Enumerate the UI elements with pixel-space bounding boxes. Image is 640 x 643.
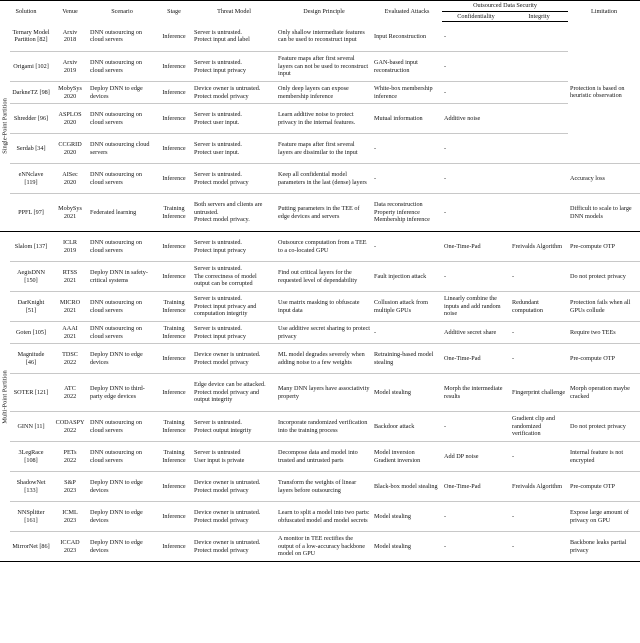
single-point-partition-label xyxy=(0,22,10,232)
cell-integrity: - xyxy=(510,344,568,374)
cell-stage: Inference xyxy=(156,472,192,502)
cell-design-principle: Feature maps after first several layers can not be used to reconstruct input xyxy=(276,52,372,82)
table-row xyxy=(0,232,640,262)
cell-design-principle: A monitor in TEE rectifies the output of a low-accuracy backbone model on GPU xyxy=(276,532,372,562)
cell-confidentiality: - xyxy=(442,262,510,292)
cell-integrity xyxy=(510,22,568,52)
cell-design-principle: Find out critical layers for the requested level of dependability xyxy=(276,262,372,292)
cell-scenario: DNN outsourcing on cloud servers xyxy=(88,22,156,52)
cell-solution: NNSplitter [161] xyxy=(10,502,52,532)
table-row xyxy=(0,532,640,562)
cell-venue: CODASPY 2022 xyxy=(52,412,88,442)
cell-evaluated-attacks: Fault injection attack xyxy=(372,262,442,292)
cell-threat-model: Server is untrusted. Protect input privacy and computation integrity xyxy=(192,292,276,322)
cell-stage: Inference xyxy=(156,164,192,194)
cell-integrity xyxy=(510,52,568,82)
cell-scenario: Deploy DNN in safety-critical systems xyxy=(88,262,156,292)
cell-scenario: DNN outsourcing on cloud servers xyxy=(88,52,156,82)
cell-evaluated-attacks: Model stealing xyxy=(372,502,442,532)
cell-confidentiality: Linearly combine the inputs and add random noise xyxy=(442,292,510,322)
cell-design-principle: Many DNN layers have associativity property xyxy=(276,374,372,412)
cell-evaluated-attacks: - xyxy=(372,164,442,194)
header-confidentiality: Confidentiality xyxy=(442,12,510,22)
cell-confidentiality: - xyxy=(442,532,510,562)
cell-limitation: Do not protect privacy xyxy=(568,412,640,442)
cell-evaluated-attacks: Backdoor attack xyxy=(372,412,442,442)
cell-evaluated-attacks: Input Reconstruction xyxy=(372,22,442,52)
partition-label-text: Multi-Point Partition xyxy=(1,369,9,424)
cell-limitation: Backbone leaks partial privacy xyxy=(568,532,640,562)
cell-threat-model: Device owner is untrusted. Protect model privacy xyxy=(192,472,276,502)
multi-point-partition-label xyxy=(0,232,10,562)
header-threat-model: Threat Model xyxy=(192,1,276,22)
cell-limitation: Accuracy loss xyxy=(568,164,640,194)
cell-limitation: Morph operation maybe cracked xyxy=(568,374,640,412)
header-scenario: Scenario xyxy=(88,1,156,22)
cell-design-principle: Feature maps after first several layers are dissimilar to the input xyxy=(276,134,372,164)
cell-limitation: Difficult to scale to large DNN models xyxy=(568,194,640,232)
cell-integrity: Freivalds Algorithm xyxy=(510,232,568,262)
cell-stage: Inference xyxy=(156,52,192,82)
cell-venue: Arxiv 2019 xyxy=(52,52,88,82)
cell-solution: MirrorNet [86] xyxy=(10,532,52,562)
cell-scenario: DNN outsourcing cloud servers xyxy=(88,134,156,164)
cell-threat-model: Server is untrusted. Protect input and label xyxy=(192,22,276,52)
cell-confidentiality: Additive secret share xyxy=(442,322,510,344)
cell-limitation: Pre-compute OTP xyxy=(568,344,640,374)
cell-venue: S&P 2023 xyxy=(52,472,88,502)
cell-design-principle: Use additive secret sharing to protect privacy xyxy=(276,322,372,344)
cell-stage: Inference xyxy=(156,22,192,52)
header-row-top xyxy=(0,1,640,12)
cell-integrity: Redundant computation xyxy=(510,292,568,322)
cell-confidentiality: - xyxy=(442,82,510,104)
cell-solution: ShadowNet [133] xyxy=(10,472,52,502)
cell-stage: Inference xyxy=(156,344,192,374)
cell-venue: MICRO 2021 xyxy=(52,292,88,322)
table-row xyxy=(0,374,640,412)
cell-evaluated-attacks: Mutual information xyxy=(372,104,442,134)
cell-venue: AAAI 2021 xyxy=(52,322,88,344)
cell-design-principle: Putting parameters in the TEE of edge devices and servers xyxy=(276,194,372,232)
table-row xyxy=(0,412,640,442)
cell-threat-model: Server is untrusted. Protect input privacy xyxy=(192,232,276,262)
cell-threat-model: Server is untrusted. Protect input privacy xyxy=(192,52,276,82)
cell-solution: DarKnight [51] xyxy=(10,292,52,322)
cell-solution: 3LegRace [108] xyxy=(10,442,52,472)
cell-threat-model: Device owner is untrusted. Protect model privacy xyxy=(192,344,276,374)
cell-threat-model: Edge device can be attacked. Protect model privacy and output integrity xyxy=(192,374,276,412)
table-row xyxy=(0,52,640,82)
cell-scenario: DNN outsourcing on cloud servers xyxy=(88,232,156,262)
cell-integrity xyxy=(510,164,568,194)
cell-evaluated-attacks: Model inversion Gradient inversion xyxy=(372,442,442,472)
cell-confidentiality: One-Time-Pad xyxy=(442,472,510,502)
cell-stage: Training Inference xyxy=(156,322,192,344)
cell-integrity: - xyxy=(510,502,568,532)
cell-confidentiality: Add DP noise xyxy=(442,442,510,472)
cell-limitation: Pre-compute OTP xyxy=(568,232,640,262)
cell-confidentiality: - xyxy=(442,52,510,82)
cell-stage: Inference xyxy=(156,262,192,292)
cell-threat-model: Server is untrusted User input is private xyxy=(192,442,276,472)
cell-scenario: Deploy DNN to third-party edge devices xyxy=(88,374,156,412)
cell-scenario: DNN outsourcing on cloud servers xyxy=(88,412,156,442)
cell-design-principle: Only deep layers can expose membership inference xyxy=(276,82,372,104)
cell-solution: Origami [102] xyxy=(10,52,52,82)
cell-venue: ATC 2022 xyxy=(52,374,88,412)
partition-label-text: Single-Point Partition xyxy=(1,98,9,155)
cell-stage: Inference xyxy=(156,134,192,164)
table-row xyxy=(0,344,640,374)
cell-scenario: Deploy DNN to edge devices xyxy=(88,532,156,562)
cell-venue: ICML 2023 xyxy=(52,502,88,532)
cell-venue: TDSC 2022 xyxy=(52,344,88,374)
cell-integrity: - xyxy=(510,442,568,472)
cell-venue: ICCAD 2023 xyxy=(52,532,88,562)
header-limitation: Limitation xyxy=(568,1,640,22)
table-row xyxy=(0,502,640,532)
cell-stage: Inference xyxy=(156,104,192,134)
cell-limitation: Pre-compute OTP xyxy=(568,472,640,502)
cell-threat-model: Device owner is untrusted. Protect model privacy xyxy=(192,502,276,532)
cell-integrity: - xyxy=(510,322,568,344)
cell-stage: Inference xyxy=(156,232,192,262)
cell-threat-model: Server is untrusted. Protect input privacy xyxy=(192,322,276,344)
cell-design-principle: Learn to split a model into two parts: obfuscated model and model secrets xyxy=(276,502,372,532)
cell-limitation: Internal feature is not encrypted xyxy=(568,442,640,472)
cell-solution: Goten [105] xyxy=(10,322,52,344)
cell-design-principle: Incorporate randomized verification into the training process xyxy=(276,412,372,442)
cell-threat-model: Device owner is untrusted. Protect model privacy xyxy=(192,532,276,562)
header-integrity: Integrity xyxy=(510,12,568,22)
cell-solution: Slalom [137] xyxy=(10,232,52,262)
cell-integrity: Freivalds Algorithm xyxy=(510,472,568,502)
cell-venue: ICLR 2019 xyxy=(52,232,88,262)
cell-scenario: Deploy DNN to edge devices xyxy=(88,344,156,374)
cell-evaluated-attacks: Data reconstruction Property inference Membership inference xyxy=(372,194,442,232)
cell-integrity xyxy=(510,82,568,104)
cell-evaluated-attacks: White-box membership inference xyxy=(372,82,442,104)
cell-threat-model: Device owner is untrusted. Protect model privacy xyxy=(192,82,276,104)
cell-integrity xyxy=(510,194,568,232)
header-design-principle: Design Principle xyxy=(276,1,372,22)
cell-integrity: - xyxy=(510,262,568,292)
table-row xyxy=(0,22,640,52)
table-row xyxy=(0,164,640,194)
cell-solution: PPFL [97] xyxy=(10,194,52,232)
cell-scenario: Federated learning xyxy=(88,194,156,232)
cell-design-principle: Transform the weights of linear layers before outsourcing xyxy=(276,472,372,502)
cell-threat-model: Server is untrusted. Protect user input. xyxy=(192,104,276,134)
cell-design-principle: Keep all confidential model parameters in the last (dense) layers xyxy=(276,164,372,194)
cell-solution: eNNclave [119] xyxy=(10,164,52,194)
cell-solution: DarkneTZ [98] xyxy=(10,82,52,104)
cell-threat-model: Server is untrusted. The correctness of model output can be corrupted xyxy=(192,262,276,292)
table-body xyxy=(0,22,640,562)
cell-integrity: Fingerprint challenge xyxy=(510,374,568,412)
header-stage: Stage xyxy=(156,1,192,22)
cell-threat-model: Both servers and clients are untrusted. Protect model privacy. xyxy=(192,194,276,232)
cell-scenario: DNN outsourcing on cloud servers xyxy=(88,292,156,322)
cell-solution: Magnitude [46] xyxy=(10,344,52,374)
cell-solution: Shredder [96] xyxy=(10,104,52,134)
cell-solution: SOTER [121] xyxy=(10,374,52,412)
cell-evaluated-attacks: - xyxy=(372,232,442,262)
cell-evaluated-attacks: - xyxy=(372,322,442,344)
cell-confidentiality: - xyxy=(442,194,510,232)
cell-evaluated-attacks: Model stealing xyxy=(372,374,442,412)
cell-stage: Inference xyxy=(156,82,192,104)
cell-venue: MobySys 2021 xyxy=(52,194,88,232)
header-venue: Venue xyxy=(52,1,88,22)
cell-threat-model: Server is untrusted. Protect user input. xyxy=(192,134,276,164)
cell-integrity xyxy=(510,104,568,134)
cell-evaluated-attacks: Collusion attack from multiple GPUs xyxy=(372,292,442,322)
table-row xyxy=(0,194,640,232)
cell-confidentiality: Morph the intermediate results xyxy=(442,374,510,412)
cell-confidentiality: - xyxy=(442,22,510,52)
cell-confidentiality: One-Time-Pad xyxy=(442,344,510,374)
cell-limitation-shared: Protection is based on heuristic observation xyxy=(568,22,640,164)
cell-scenario: Deploy DNN to edge devices xyxy=(88,472,156,502)
table-row xyxy=(0,82,640,104)
cell-venue: AISec 2020 xyxy=(52,164,88,194)
cell-stage: Training Inference xyxy=(156,412,192,442)
cell-stage: Training Inference xyxy=(156,194,192,232)
table-row xyxy=(0,134,640,164)
cell-limitation: Expose large amount of privacy on GPU xyxy=(568,502,640,532)
cell-threat-model: Server is untrusted. Protect model privacy xyxy=(192,164,276,194)
cell-evaluated-attacks: - xyxy=(372,134,442,164)
cell-confidentiality: One-Time-Pad xyxy=(442,232,510,262)
cell-evaluated-attacks: Model stealing xyxy=(372,532,442,562)
cell-venue: PETs 2022 xyxy=(52,442,88,472)
cell-solution: AegisDNN [150] xyxy=(10,262,52,292)
table-row xyxy=(0,292,640,322)
cell-integrity: - xyxy=(510,532,568,562)
cell-confidentiality: - xyxy=(442,164,510,194)
cell-venue: CCGRID 2020 xyxy=(52,134,88,164)
cell-scenario: DNN outsourcing on cloud servers xyxy=(88,104,156,134)
cell-venue: RTSS 2021 xyxy=(52,262,88,292)
cell-confidentiality: - xyxy=(442,502,510,532)
cell-design-principle: Learn additive noise to protect privacy in the internal features. xyxy=(276,104,372,134)
cell-venue: ASPLOS 2020 xyxy=(52,104,88,134)
cell-evaluated-attacks: Black-box model stealing xyxy=(372,472,442,502)
cell-solution: Serdab [34] xyxy=(10,134,52,164)
cell-scenario: Deploy DNN to edge devices xyxy=(88,502,156,532)
cell-venue: MobySys 2020 xyxy=(52,82,88,104)
cell-scenario: DNN outsourcing on cloud servers xyxy=(88,322,156,344)
cell-confidentiality: - xyxy=(442,412,510,442)
cell-confidentiality: - xyxy=(442,134,510,164)
table-row xyxy=(0,472,640,502)
header-evaluated-attacks: Evaluated Attacks xyxy=(372,1,442,22)
cell-integrity: Gradient clip and randomized verification xyxy=(510,412,568,442)
cell-stage: Training Inference xyxy=(156,442,192,472)
table-row xyxy=(0,104,640,134)
cell-evaluated-attacks: GAN-based input reconstruction xyxy=(372,52,442,82)
cell-confidentiality: Additive noise xyxy=(442,104,510,134)
cell-design-principle: Only shallow intermediate features can be used to reconstruct input xyxy=(276,22,372,52)
cell-integrity xyxy=(510,134,568,164)
table-row xyxy=(0,322,640,344)
cell-venue: Arxiv 2018 xyxy=(52,22,88,52)
table-row xyxy=(0,442,640,472)
cell-design-principle: Outsource computation from a TEE to a co-located GPU xyxy=(276,232,372,262)
cell-scenario: DNN outsourcing on cloud servers xyxy=(88,442,156,472)
header-outsourced-data-security: Outsourced Data Security xyxy=(442,1,568,12)
table-row xyxy=(0,262,640,292)
cell-limitation: Do not protect privacy xyxy=(568,262,640,292)
cell-solution: Ternary Model Partition [82] xyxy=(10,22,52,52)
cell-threat-model: Server is untrusted. Protect output integrity xyxy=(192,412,276,442)
cell-design-principle: Use matrix masking to obfuscate input data xyxy=(276,292,372,322)
cell-limitation: Require two TEEs xyxy=(568,322,640,344)
cell-limitation: Protection fails when all GPUs collude xyxy=(568,292,640,322)
cell-scenario: DNN outsourcing on cloud servers xyxy=(88,164,156,194)
cell-stage: Inference xyxy=(156,374,192,412)
cell-solution: GINN [11] xyxy=(10,412,52,442)
cell-design-principle: ML model degrades severely when adding noise to a few weights xyxy=(276,344,372,374)
cell-design-principle: Decompose data and model into trusted and untrusted parts xyxy=(276,442,372,472)
cell-scenario: Deploy DNN to edge devices xyxy=(88,82,156,104)
cell-stage: Training Inference xyxy=(156,292,192,322)
cell-evaluated-attacks: Retraining-based model stealing xyxy=(372,344,442,374)
cell-stage: Inference xyxy=(156,532,192,562)
cell-stage: Inference xyxy=(156,502,192,532)
header-solution: Solution xyxy=(0,1,52,22)
